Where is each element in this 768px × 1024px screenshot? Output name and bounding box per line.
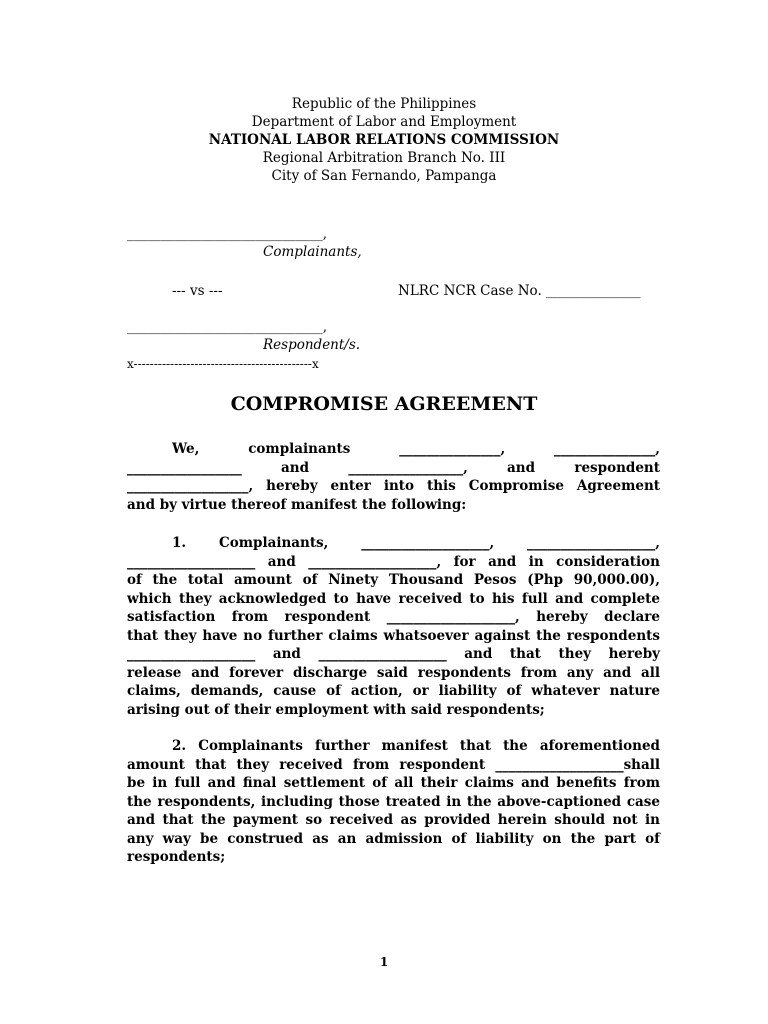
paragraph-1 xyxy=(127,534,660,719)
header-commission: NATIONAL LABOR RELATIONS COMMISSION xyxy=(208,132,560,148)
paragraph-2-line: any way be construed as an admission of liability on the part of xyxy=(127,830,660,847)
respondent-name-blank: _____________________________, xyxy=(127,319,328,335)
intro-line: and by virtue thereof manifest the following: xyxy=(127,496,467,513)
paragraph-1-line: 1. Complainants, ___________________, ___________________, xyxy=(172,535,660,551)
paragraph-2-line: respondents; xyxy=(127,849,226,865)
paragraph-1-line: claims, demands, cause of action, or liability of whatever nature xyxy=(127,683,660,699)
header-republic: Republic of the Philippines xyxy=(291,96,477,112)
paragraph-2 xyxy=(127,737,660,867)
header-branch: Regional Arbitration Branch No. III xyxy=(262,150,506,166)
paragraph-2-line: 2. Complainants further manifest that the aforementioned xyxy=(172,738,660,754)
paragraph-1-line: release and forever discharge said respondents from any and all xyxy=(127,664,660,681)
paragraph-1-line: that they have no further claims whatsoever against the respondents xyxy=(127,627,660,644)
paragraph-1-line: ___________________ and ___________________, for and in consideration xyxy=(127,553,660,570)
intro-paragraph xyxy=(127,440,660,514)
paragraph-2-line: and that the payment so received as provided herein should not in xyxy=(127,812,660,828)
paragraph-1-line: which they acknowledged to have received to his full and complete xyxy=(127,590,660,607)
respondents-label: Respondent/s. xyxy=(263,337,361,353)
intro-line: __________________, hereby enter into this Compromise Agreement xyxy=(127,478,660,494)
intro-line: _________________ and _________________, and respondent xyxy=(127,459,660,476)
intro-line: We, complainants _______________, _______________, xyxy=(172,441,660,457)
paragraph-2-line: be in full and final settlement of all their claims and benefits from xyxy=(127,775,660,791)
case-number: NLRC NCR Case No. ______________ xyxy=(398,283,641,299)
page-number: 1 xyxy=(379,955,389,969)
paragraph-1-line: of the total amount of Ninety Thousand Pesos (Php 90,000.00), xyxy=(127,572,660,588)
paragraph-1-line: ___________________ and ___________________ and that they hereby xyxy=(127,646,660,662)
versus-label: --- vs --- xyxy=(172,283,223,299)
complainants-label: Complainants, xyxy=(263,244,362,260)
paragraph-1-line: satisfaction from respondent ___________________, hereby declare xyxy=(127,609,660,625)
complainant-name-blank: _____________________________, xyxy=(127,226,328,242)
document-title: COMPROMISE AGREEMENT xyxy=(230,393,538,415)
header-city: City of San Fernando, Pampanga xyxy=(271,168,497,184)
paragraph-1-line: arising out of their employment with said respondents; xyxy=(127,701,545,718)
paragraph-2-line: the respondents, including those treated in the above-captioned case xyxy=(127,793,660,810)
caption-separator: x--------------------------------------------x xyxy=(127,357,319,371)
paragraph-2-line: amount that they received from respondent ___________________shall xyxy=(127,756,660,773)
header-department: Department of Labor and Employment xyxy=(251,114,517,130)
